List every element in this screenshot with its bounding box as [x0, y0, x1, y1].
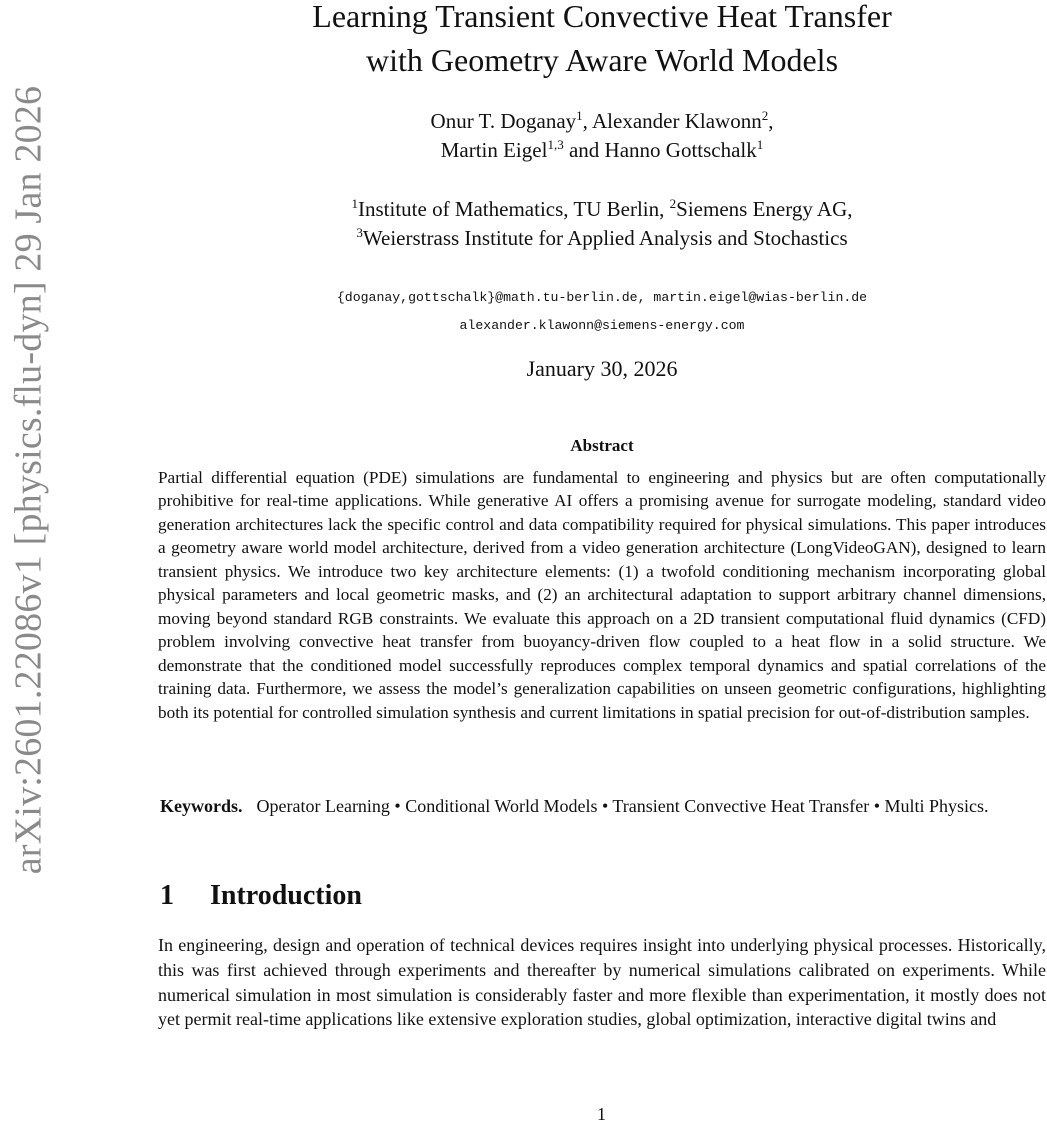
email-line-1[interactable]: {doganay,gottschalk}@math.tu-berlin.de, martin.eigel@wias-berlin.de — [336, 290, 868, 305]
arxiv-identifier: arXiv:2601.22086v1 [physics.flu-dyn] 29 Jan 2026 — [7, 85, 50, 875]
abstract-heading: Abstract — [570, 436, 634, 455]
author-list: Onur T. Doganay$^1$, Alexander Klawonn$^2$, Martin Eigel$^{1,3}$ and Hanno Gottschalk$^1$ — [430, 108, 774, 162]
author-4-affiliation: 1 — [756, 137, 764, 152]
arxiv-sidebar-stamp — [8, 42, 48, 918]
author-1-affiliation: 1 — [576, 108, 583, 123]
affiliation-2-marker: 2 — [669, 196, 677, 211]
author-emails — [158, 284, 1046, 340]
author-2: Alexander Klawonn — [592, 109, 762, 133]
author-4: Hanno Gottschalk — [604, 138, 757, 162]
author-conjunction: and — [563, 138, 605, 162]
title-line-2: with Geometry Aware World Models — [365, 42, 839, 78]
author-3-affiliation: 1,3 — [547, 137, 564, 152]
affiliation-2: Siemens Energy AG, — [676, 197, 853, 221]
section-number: 1 — [160, 880, 174, 911]
introduction-paragraph: In engineering, design and operation of technical devices requires insight into underlying physical processes. Historically, this was first achieved through experiments and thereafter by numerical simulations calibrated on experiments. While numerical simulation in most simulation is considerably faster and more flexible than experimentation, it mostly does not yet permit real-time applications like extensive exploration studies, global optimization, interactive digital twins and — [158, 935, 1046, 1030]
affiliation-1: Institute of Mathematics, TU Berlin, — [358, 197, 670, 221]
email-line-2[interactable]: alexander.klawonn@siemens-energy.com — [459, 318, 745, 333]
affiliations — [158, 195, 1046, 253]
title-line-1: Learning Transient Convective Heat Transfer — [312, 0, 892, 34]
keywords-text: Operator Learning • Conditional World Models • Transient Convective Heat Transfer • Multi Physics. — [256, 796, 989, 816]
affiliation-3: Weierstrass Institute for Applied Analysis and Stochastics — [362, 226, 848, 250]
affiliation-1-marker: 1 — [351, 196, 358, 211]
publication-date: January 30, 2026 — [526, 356, 678, 381]
paper-title — [158, 0, 1046, 82]
keywords-label: Keywords. — [160, 796, 243, 816]
author-1: Onur T. Doganay — [430, 109, 577, 133]
author-3: Martin Eigel — [440, 138, 548, 162]
affiliation-3-marker: 3 — [356, 225, 363, 240]
page-number: 1 — [597, 1104, 606, 1124]
section-title: Introduction — [210, 880, 362, 911]
author-2-affiliation: 2 — [761, 108, 769, 123]
abstract-body: Partial differential equation (PDE) simulations are fundamental to engineering and physics but are often computationally prohibitive for real-time applications. While generative AI offers a promising avenue for surrogate modeling, standard video generation architectures lack the specific control and data compatibility required for physical simulations. This paper introduces a geometry aware world model architecture, derived from a video generation architecture (LongVideoGAN), designed to learn transient physics. We introduce two key architecture elements: (1) a twofold conditioning mechanism incorporating global physical parameters and local geometric masks, and (2) an architectural adaptation to support arbitrary channel dimensions, moving beyond standard RGB constraints. We evaluate this approach on a 2D transient computational fluid dynamics (CFD) problem involving convective heat transfer from buoyancy-driven flow coupled to a heat flow in a solid structure. We demonstrate that the conditioned model successfully reproduces complex temporal dynamics and spatial correlations of the training data. Furthermore, we assess the model’s generalization capabilities on unseen geometric configurations, highlighting both its potential for controlled simulation synthesis and current limitations in spatial precision for out-of-distribution samples. — [158, 468, 1046, 722]
section-heading — [160, 878, 362, 914]
keywords — [160, 794, 1046, 819]
